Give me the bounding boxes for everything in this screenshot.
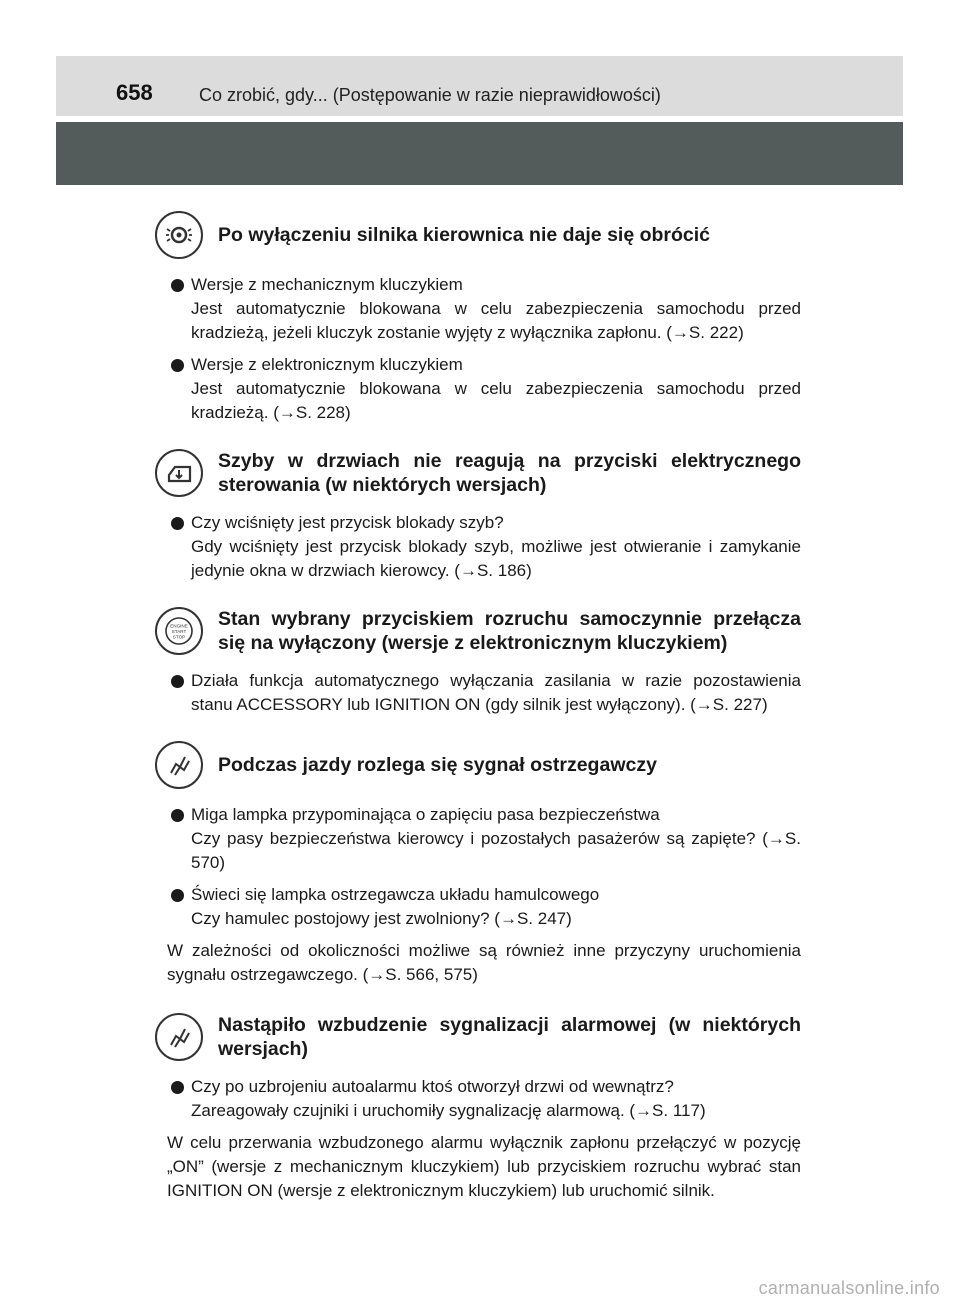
section-title: Stan wybrany przyciskiem rozruchu samoczynnie przełącza się na wyłączony (wersje z elektronicznym kluczykiem) [218, 608, 801, 654]
page-number: 658 [116, 80, 153, 105]
bullet-icon [171, 675, 184, 688]
header-title: Co zrobić, gdy... (Postępowanie w razie nieprawidłowości) [199, 85, 661, 105]
bullet-icon [171, 279, 184, 292]
bullet-icon [171, 517, 184, 530]
list-item: Działa funkcja automatycznego wyłączania zasilania w razie pozostawienia stanu ACCESSORY lub IGNITION ON (gdy silnik jest wyłączony). (→S. 227) [151, 669, 801, 717]
section-title: Szyby w drzwiach nie reagują na przyciski elektrycznego sterowania (w niektórych wersjach) [218, 450, 801, 496]
section-title: Po wyłączeniu silnika kierownica nie daje się obrócić [218, 224, 711, 246]
section-band [56, 122, 903, 185]
watermark: carmanualsonline.info [758, 1278, 940, 1298]
warning-sound-icon [155, 741, 203, 789]
svg-text:ENGINE: ENGINE [170, 623, 188, 629]
list-item: Wersje z mechanicznym kluczykiem Jest automatycznie blokowana w celu zabezpieczenia samochodu przed kradzieżą, jeżeli kluczyk zostanie wyjęty z wyłącznika zapłonu. (→S. 222) [151, 273, 801, 345]
bullet-icon [171, 809, 184, 822]
list-item: Świeci się lampka ostrzegawcza układu hamulcowego Czy hamulec postojowy jest zwolniony? (→S. 247) [151, 883, 801, 931]
page-content [151, 205, 801, 1211]
list-item: Czy po uzbrojeniu autoalarmu ktoś otworzył drzwi od wewnątrz? Zareagowały czujniki i uruchomiły sygnalizację alarmową. (→S. 117) [151, 1075, 801, 1123]
section-title: Nastąpiło wzbudzenie sygnalizacji alarmowej (w niektórych wersjach) [218, 1014, 801, 1060]
list-item: Miga lampka przypominająca o zapięciu pasa bezpieczeństwa Czy pasy bezpieczeństwa kierowcy i pozostałych pasażerów są zapięte? (→S. 570) [151, 803, 801, 875]
engine-start-stop-icon [155, 607, 203, 655]
svg-text:STOP: STOP [172, 634, 186, 640]
list-item: Wersje z elektronicznym kluczykiem Jest automatycznie blokowana w celu zabezpieczenia samochodu przed kradzieżą. (→S. 228) [151, 353, 801, 425]
section-engine-switch [151, 601, 801, 717]
section-power-windows [151, 443, 801, 583]
section-alarm [151, 1007, 801, 1203]
paragraph: W celu przerwania wzbudzonego alarmu wyłącznik zapłonu przełączyć w pozycję „ON” (wersje z mechanicznym kluczykiem) lub przyciskiem rozruchu wybrać stan IGNITION ON (wersje z elektronicznym kluczykiem) lub uruchomić silnik. [167, 1133, 801, 1200]
svg-text:START: START [171, 629, 187, 634]
section-warning-buzzer [151, 735, 801, 987]
bullet-icon [171, 889, 184, 902]
bullet-icon [171, 1081, 184, 1094]
paragraph: W zależności od okoliczności możliwe są również inne przyczyny uruchomienia sygnału ostrzegawczego. (→S. 566, 575) [167, 941, 801, 984]
section-steering-lock [151, 205, 801, 425]
section-title: Podczas jazdy rozlega się sygnał ostrzegawczy [218, 754, 657, 776]
power-window-icon [155, 449, 203, 497]
bullet-icon [171, 359, 184, 372]
list-item: Czy wciśnięty jest przycisk blokady szyb? Gdy wciśnięty jest przycisk blokady szyb, możliwe jest otwieranie i zamykanie jedynie okna w drzwiach kierowcy. (→S. 186) [151, 511, 801, 583]
steering-lock-icon [155, 211, 203, 259]
alarm-icon [155, 1013, 203, 1061]
